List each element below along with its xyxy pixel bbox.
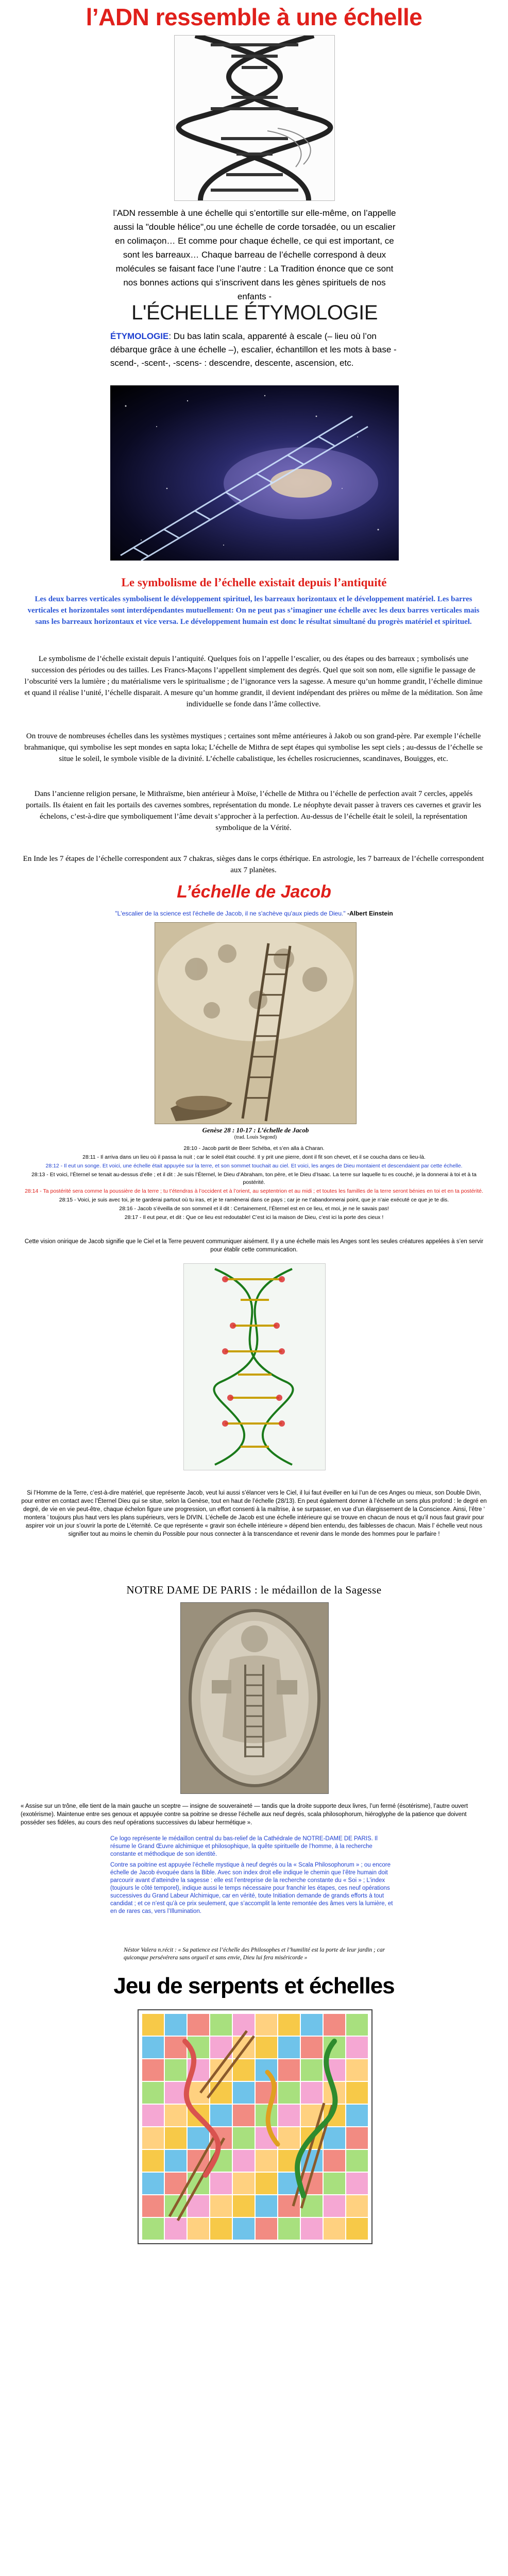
cosmic-ladder-illustration bbox=[110, 385, 399, 561]
game-title: Jeu de serpents et échelles bbox=[113, 1973, 395, 1998]
verse-line: 28:10 - Jacob partit de Beer Schéba, et s’en alla à Charan. bbox=[183, 1145, 325, 1151]
notre-dame-blue-paragraph-2: Contre sa poitrine est appuyée l’échelle mystique à neuf degrés ou la « Scala Philosophorum » ; ou encore échelle de Jacob évoquée dans la Bible. Avec son index droit elle indique le chemin que l’être humain doit parcourir avant d’atteindre la sagesse : elle est l’entreprise de la recherche constante du « Soi » ; L’index (toujours le côté temporel), indique aussi le temps nécessaire pour franchir les étapes, ces neuf opérations successives du Grand Labeur Alchimique, car en vérité, toute Initiation demande de grands efforts à tout candidat ; et ce n’est qu’à ce prix seulement, que s’accomplit la lente remontée des âmes vers la lumière, et en de rares cas, vers l’Illumination. bbox=[110, 1862, 393, 1914]
etymology-paragraph bbox=[110, 330, 399, 370]
jacob-caption-sub: (trad. Louis Segond) bbox=[234, 1134, 277, 1140]
page-title: l’ADN ressemble à une échelle bbox=[86, 4, 422, 30]
jacob-after-verses: Cette vision onirique de Jacob signifie que le Ciel et la Terre peuvent communiquer aisément. Il y a une échelle mais les Anges sont les seules créatures appelées à s’en servir pour établir cette communication. bbox=[24, 1239, 484, 1253]
verse-line: 28:17 - Il eut peur, et dit : Que ce lieu est redoutable! C’est ici la maison de Dieu, c’est ici la porte des cieux ! bbox=[124, 1214, 384, 1221]
notre-dame-blue-paragraph-1: Ce logo représente le médaillon central du bas-relief de la Cathédrale de NOTRE-DAME DE PARIS. Il résume le Grand Œuvre alchimique et philosophique, la quête spirituelle de l’homme, à la recherche constante et méthodique de son identité. bbox=[110, 1836, 378, 1857]
notre-dame-title: NOTRE DAME DE PARIS : le médaillon de la Sagesse bbox=[126, 1584, 382, 1596]
jacob-caption-title: Genèse 28 : 10-17 : L’échelle de Jacob bbox=[202, 1126, 309, 1134]
genesis-verses bbox=[21, 1145, 487, 1223]
notre-dame-note: Néstor Valera n.récit : « Sa patience est l’échelle des Philosophes et l’humilité est la porte de leur jardin ; car quiconque persévérera sans orgueil et sans envie, Dieu lui fera miséricorde » bbox=[124, 1947, 385, 1961]
jacob-ladder-painting bbox=[155, 922, 357, 1124]
dna-molecule-ladder-image bbox=[183, 1263, 326, 1470]
verse-line: 28:16 - Jacob s’éveilla de son sommeil et il dit : Certainement, l’Éternel est en ce lieu, et moi, je ne le savais pas! bbox=[119, 1206, 389, 1212]
medallion-sculpture-illustration bbox=[181, 1603, 328, 1793]
space-ladder-image bbox=[110, 385, 399, 561]
einstein-quote-author: -Albert Einstein bbox=[347, 910, 393, 917]
symbolism-paragraph-1: Le symbolisme de l’échelle existait depuis l’antiquité. Quelques fois on l’appelle l’escalier, ou des étapes ou des barreaux ; symbolisés une succession des périodes ou des tailles. Les Francs-Maçons l’appellent simplement des degrés. Quel que soit son nom, elle signifie le passage de l’obscurité vers la lumière ; du matérialisme vers le spiritualisme ; de l’ignorance vers la sagesse. A mesure qu’un homme grandit, l’échelle diminue et quand il réalise l’unité, l’échelle disparait. A mesure qu’un homme grandit, il devient indépendant des prières ou même de la méditation. Son âme individuelle se fonde dans l’âme collective. bbox=[24, 655, 483, 708]
verse-line: 28:12 - Il eut un songe. Et voici, une échelle était appuyée sur la terre, et son sommet touchait au ciel. Et voici, les anges de Dieu montaient et descendaient par cette échelle. bbox=[45, 1163, 463, 1169]
dna-paragraph-text: l’ADN ressemble à une échelle qui s’entortille sur elle-même, on l’appelle aussi la "double hélice",ou une échelle de corde torsadée, ou un escalier en colimaçon… Et comme pour chaque échelle, ce qui est important, ce sont les barreaux… Chaque barreau de l’échelle correspond à deux molécules se faisant face l’une l’autre : La Tradition énonce que ce sont nos bonnes actions qui s’inscrivent dans les gènes spirituels de nos enfants - bbox=[113, 208, 396, 301]
notre-dame-medallion-image bbox=[180, 1602, 329, 1794]
snakes-ladders-board bbox=[138, 2009, 372, 2244]
verse-line: 28:11 - Il arriva dans un lieu où il passa la nuit ; car le soleil était couché. Il y prit une pierre, dont il fit son chevet, et il se coucha dans ce lieu-là. bbox=[82, 1154, 426, 1160]
etymology-lead: ÉTYMOLOGIE bbox=[110, 331, 169, 341]
etymology-text: : Du bas latin scala, apparenté à escale (– lieu où l’on débarque grâce à une échelle –), escalier, échantillon et les mots à base -scend-, -scent-, -scens- : descendre, descente, ascension, etc. bbox=[110, 331, 397, 368]
jacob-dream-illustration bbox=[155, 923, 356, 1124]
jacob-long-paragraph: Si l’Homme de la Terre, c’est-à-dire matériel, que représente Jacob, veut lui aussi s’élancer vers le Ciel, il lui faut éveiller en lui l’un de ces Anges ou mieux, son Double Divin, pour entrer en contact avec l’Éternel Dieu qui se situe, selon la Genèse, tout en haut de l’échelle (28/13). En peut également donner à l’échelle un sens plus profond : le degré en degré, de vie en vie peut-être, chaque échelon figure une progression, un effort consenti à la maîtrise, à se surpasser, en vue d’un élargissement de la Conscience. Ainsi, l’être ‘ montera ’ toujours plus haut vers les plans supérieurs, vers le DIVIN. L’échelle de Jacob est une échelle intérieure qui se trouve en chacun de nous et qu’il nous faut gravir pour aspirer voir un jour s’ouvrir la porte de L’éternité. Ce que représente « gravir son échelle intérieure » dépend bien entendu, des faiblesses de chacun. Mais l’ échelle veut nous signifier tout au moins le chemin du Possible pour nous connecter à la transcendance et revenir dans le monde des hommes pour le parfaire ! bbox=[21, 1490, 487, 1537]
board-snakes-ladders-overlay bbox=[139, 2010, 371, 2243]
notre-dame-blue-text bbox=[110, 1835, 399, 1919]
molecule-ladder-illustration bbox=[184, 1264, 325, 1470]
dna-paragraph bbox=[110, 206, 399, 303]
jacob-caption bbox=[147, 1126, 364, 1140]
verse-line: 28:15 - Voici, je suis avec toi, je te garderai partout où tu iras, et je te ramènerai dans ce pays ; car je ne t’abandonnerai point, que je n’aie exécuté ce que je te dis. bbox=[59, 1197, 449, 1203]
symbolism-paragraph-2: On trouve de nombreuses échelles dans les systèmes mystiques ; certaines sont même antérieures à Jakob ou son grand-père. Par exemple l’échelle brahmanique, qui symbolise les sept mondes en sapta loka; L’échelle de Mithra de sept étapes qui symbolise les sept ciels ; au-dessus de l’échelle se situe le soleil, le symbole visible de la divinité. L’échelle cabalistique, les échelles rosicruciennes, scandinaves, Bouigges, etc. bbox=[24, 732, 483, 763]
jacob-title: L’échelle de Jacob bbox=[177, 882, 331, 902]
etymology-title: L'ÉCHELLE ÉTYMOLOGIE bbox=[131, 301, 378, 324]
symbolism-paragraph-4: En Inde les 7 étapes de l’échelle correspondent aux 7 chakras, sièges dans le corps éthérique. En astrologie, les 7 barreaux de l’échelle correspondent aux 7 planètes. bbox=[23, 855, 484, 874]
einstein-quote-text: "L'escalier de la science est l'échelle de Jacob, il ne s'achève qu'aux pieds de Dieu." bbox=[115, 910, 346, 917]
symbolism-paragraph-3: Dans l’ancienne religion persane, le Mithraïsme, bien antérieur à Moïse, l’échelle de Mithra ou l’échelle de perfection avait 7 cercles, appelés portails. Ils étaient en fait les portails des cavernes sombres, représentation du monde. Le néophyte devait passer à travers ces cavernes et gravir les échelons, c’est-à-dire que symboliquement l’âme devait s’approcher à la perfection. Au-dessus de l’échelle était le soleil, la représentation symbolique de la Vérité. bbox=[26, 790, 481, 832]
einstein-quote bbox=[21, 910, 487, 917]
symbolism-blue-paragraph: Les deux barres verticales symbolisent le développement spirituel, les barreaux horizontaux et le développement matériel. Les barres verticales et horizontales sont interdépendantes mutuellement: On ne peut pas s’imaginer une échelle avec les deux barres verticales mais sans les barreaux horizontaux et vice versa. Le développement humain est donc le résultat simultané du progrès matériel et spirituel. bbox=[27, 595, 480, 626]
notre-dame-quote: « Assise sur un trône, elle tient de la main gauche un sceptre — insigne de souveraineté — tandis que la droite supporte deux livres, l’un fermé (ésotérisme), l’autre ouvert (exotérisme). Maintenue entre ses genoux et appuyée contre sa poitrine se dresse l’échelle aux neuf degrés, scala philosophorum, hiéroglyphe de la patience que doivent posséder ses fidèles, au cours des neuf opérations successives du labeur hermétique ». bbox=[21, 1803, 468, 1826]
verse-line: 28:13 - Et voici, l’Éternel se tenait au-dessus d’elle ; et il dit : Je suis l’Éternel, le Dieu d’Abraham, ton père, et le Dieu d’Isaac. La terre sur laquelle tu es couché, je la donnerai à toi et à ta postérité. bbox=[31, 1172, 477, 1185]
dna-helix-illustration bbox=[175, 36, 334, 200]
dna-ladder-image bbox=[174, 35, 335, 201]
symbolism-title: Le symbolisme de l’échelle existait depuis l’antiquité bbox=[121, 576, 387, 589]
verse-line: 28:14 - Ta postérité sera comme la poussière de la terre ; tu t’étendras à l’occident et à l’orient, au septentrion et au midi ; et toutes les familles de la terre seront bénies en toi et en ta postérité. bbox=[25, 1188, 483, 1194]
